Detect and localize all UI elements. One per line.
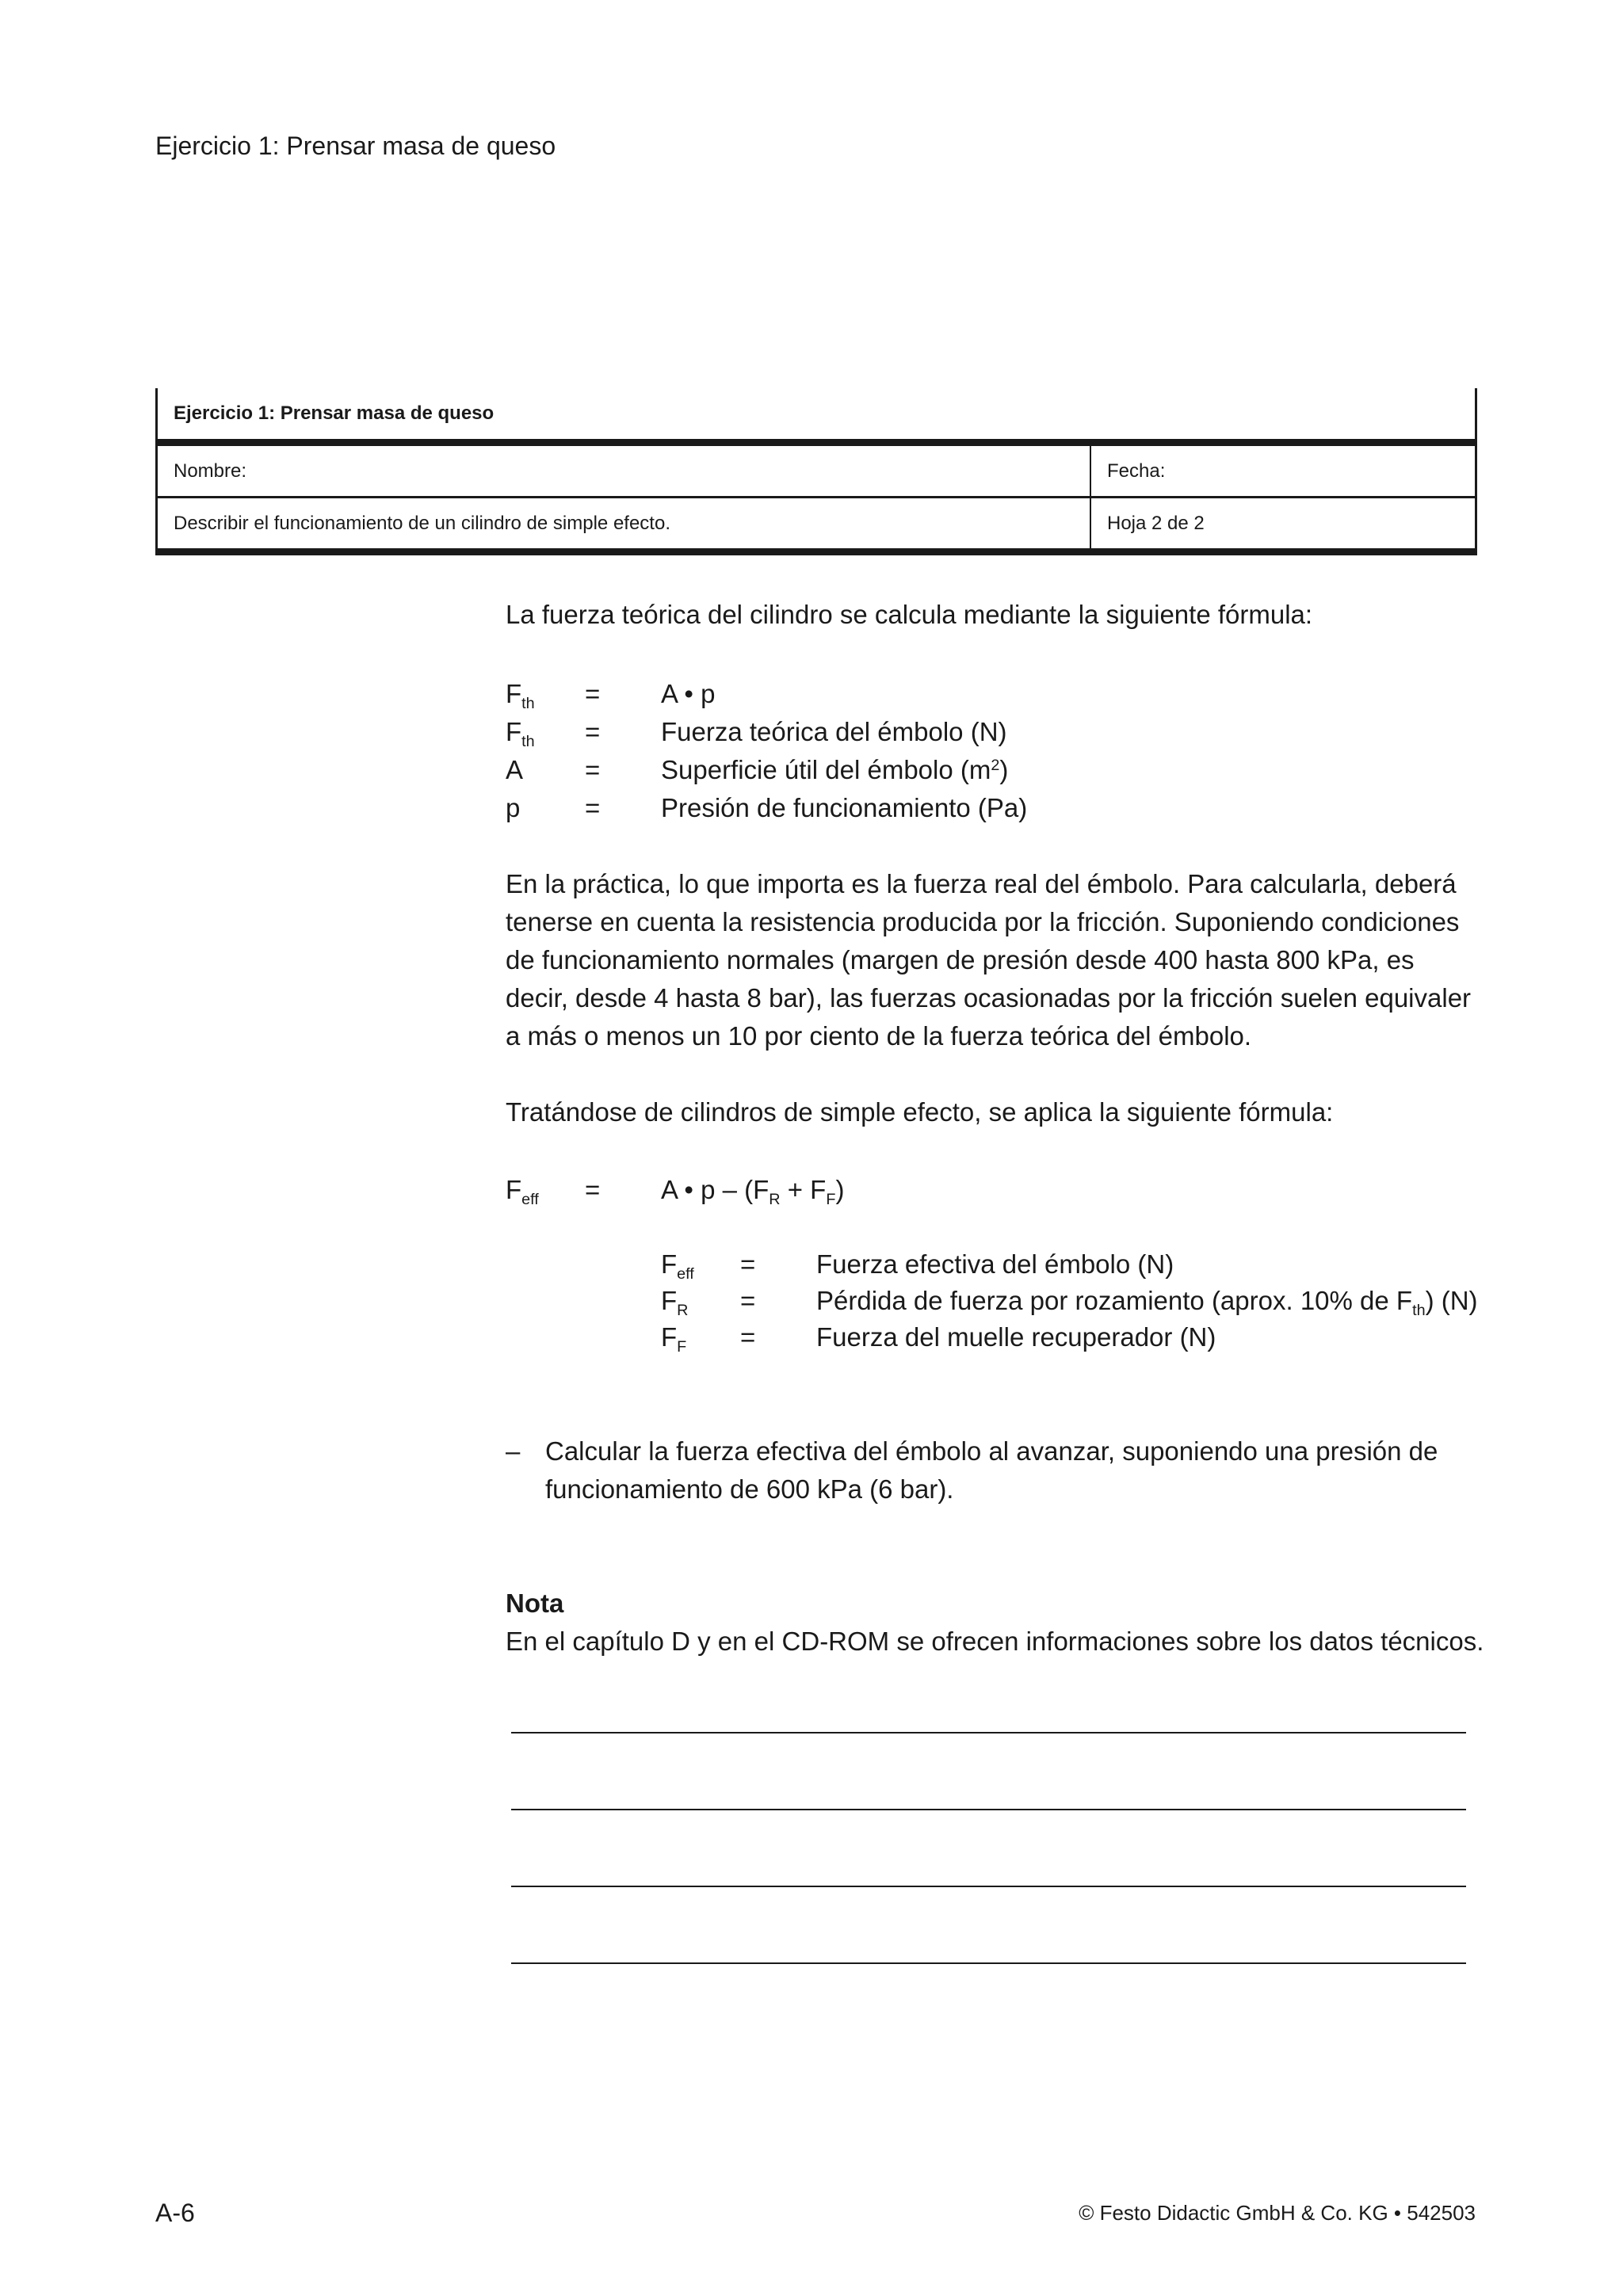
date-field-label: Fecha: (1107, 460, 1166, 482)
formula-row (506, 675, 1457, 713)
equals-sign: = (585, 1175, 601, 1204)
formula-definition: Presión de funcionamiento (Pa) (661, 793, 1028, 822)
formula-symbol: $F_{eff}$ (661, 1249, 694, 1283)
definition-text: Fuerza efectiva del émbolo (N) (816, 1249, 1174, 1279)
formula-expression: A • p (661, 679, 716, 708)
worksheet-form (155, 388, 1477, 555)
answer-line[interactable] (511, 1809, 1466, 1810)
formula-row (506, 789, 1457, 827)
answer-line[interactable] (511, 1886, 1466, 1887)
definition-text: Pérdida de fuerza por rozamiento (aprox. 10% de $F_{th}$) (N) (816, 1286, 1478, 1319)
intro-paragraph: La fuerza teórica del cilindro se calcula mediante la siguiente fórmula: (506, 600, 1313, 629)
form-title: Ejercicio 1: Prensar masa de queso (158, 388, 1475, 446)
formula-symbol: $F_R$ (661, 1286, 689, 1319)
definition-row (661, 1245, 1485, 1283)
formula-symbol: $F_{th}$ (506, 717, 535, 750)
formula-definition: Superficie útil del émbolo $(m^2)$ (661, 755, 1009, 784)
equals-sign: = (585, 679, 601, 708)
equals-sign: = (585, 793, 601, 822)
formula-symbol: p (506, 793, 521, 822)
formula-expression: A • $p - (F_R + F_F)$ (661, 1175, 845, 1208)
formula-symbol: A (506, 755, 524, 784)
answer-line[interactable] (511, 1732, 1466, 1733)
definition-text: Fuerza del muelle recuperador (N) (816, 1322, 1216, 1352)
note-text: En el capítulo D y en el CD-ROM se ofrecen informaciones sobre los datos técnicos. (506, 1627, 1484, 1656)
task-text: Calcular la fuerza efectiva del émbolo al avanzar, suponiendo una presión de funcionamiento de 600 kPa (6 bar). (545, 1436, 1438, 1504)
bullet-dash: – (506, 1436, 521, 1466)
equals-sign: = (585, 755, 601, 784)
definition-row (661, 1318, 1485, 1356)
equals-sign: = (740, 1249, 756, 1279)
equals-sign: = (740, 1286, 756, 1315)
name-field-label: Nombre: (158, 446, 1091, 496)
copyright-notice: © Festo Didactic GmbH & Co. KG • 542503 (1079, 2201, 1476, 2225)
page-number: A-6 (155, 2199, 195, 2227)
running-header: Ejercicio 1: Prensar masa de queso (155, 132, 556, 160)
formula-row (506, 751, 1457, 789)
task-item (506, 1432, 1480, 1508)
definition-row (661, 1282, 1485, 1320)
form-row-description (158, 498, 1475, 555)
equals-sign: = (740, 1322, 756, 1352)
formula-effective-force (506, 1171, 1457, 1209)
practice-paragraph: En la práctica, lo que importa es la fuerza real del émbolo. Para calcularla, deberá tenerse en cuenta la resistencia producida por la fricción. Suponiendo condiciones de funcionamiento normales (margen de presión desde 400 hasta 800 kPa, es decir, desde 4 hasta 8 bar), las fuerzas ocasionadas por la fricción suelen equivaler a más o menos un 10 por ciento de la fuerza teórica del émbolo. (506, 869, 1472, 1051)
form-row-name-date (158, 446, 1475, 498)
formula-row (506, 713, 1457, 751)
note-heading: Nota (506, 1589, 564, 1618)
formula-symbol: $F_{th}$ (506, 679, 535, 712)
equals-sign: = (585, 717, 601, 746)
sheet-number: Hoja 2 de 2 (1107, 513, 1205, 534)
formula-symbol: $F_F$ (661, 1322, 687, 1356)
answer-line[interactable] (511, 1962, 1466, 1964)
formula-symbol: $F_{eff}$ (506, 1175, 539, 1208)
formula-definition: Fuerza teórica del émbolo (N) (661, 717, 1007, 746)
exercise-description: Describir el funcionamiento de un cilindro de simple efecto. (158, 498, 1091, 548)
simple-effect-paragraph: Tratándose de cilindros de simple efecto, se aplica la siguiente fórmula: (506, 1097, 1334, 1127)
